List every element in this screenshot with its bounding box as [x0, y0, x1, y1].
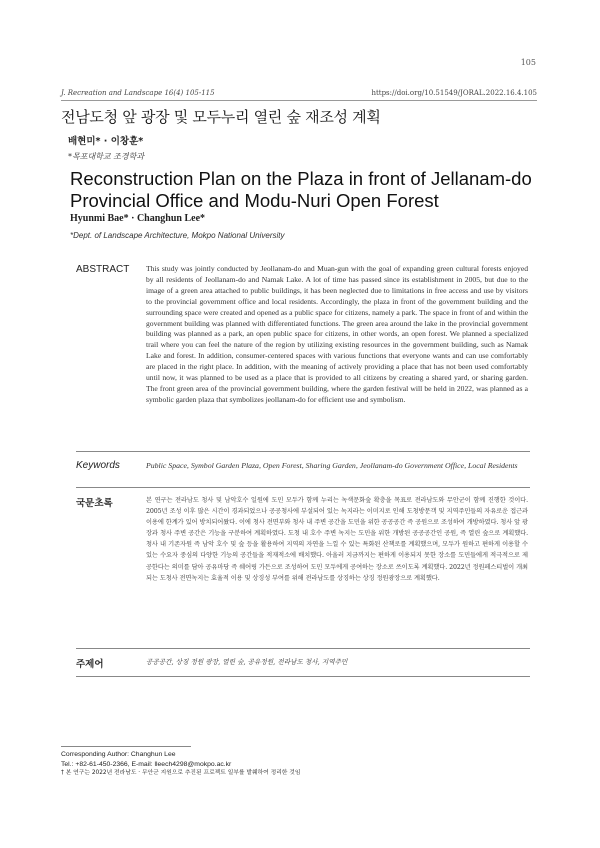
journal-citation: J. Recreation and Landscape 16(4) 105-115 [61, 89, 215, 97]
divider [76, 487, 530, 488]
footnote-divider [61, 746, 191, 747]
korean-affiliation: *목포대학교 조경학과 [68, 152, 145, 161]
divider [76, 648, 530, 649]
english-affiliation: *Dept. of Landscape Architecture, Mokpo National University [70, 231, 285, 240]
korean-authors: 배현미* · 이창훈* [68, 136, 144, 147]
korean-abstract-text: 본 연구는 전라남도 청사 및 남악호수 일원에 도민 모두가 함께 누리는 녹색문화숲 확충을 목표로 전라남도와 무안군이 함께 진행한 것이다. 2005년 조성 이후 많은 시간이 경과되었으나 공공청사에 부설되어 있는 녹지라는 이미지로 인해 도청방문객 및 지역주민들의 자유로운 접근과 이용에 한계가 있어 방치되어왔다. 이에 청사 전면부와 청사 내 주변 공간을 도민을 위한 공공공간 즉 공원으로 조성하여 개방하였다. 청사 앞 광장과 청사 주변 공간은 기능을 구분하여 계획하였다. 도청 내 호수 주변 녹지는 도민을 위한 개방된 공공공간인 공원, 즉 열린 숲으로 계획했다. 청사 내 기존자원 즉 남악 호수 및 숲 등을 활용하여 지역의 자연을 느낄 수 있는 특화된 산책로를 계획했으며, 모두가 원하고 편하게 이용할 수 있는 수요자 중심의 다양한 기능의 공간들을 적재적소에 배치했다. 아울러 지금까지는 편하게 이용되지 못한 장소를 도민들에게 적극적으로 제공한다는 의미를 담아 공유마당 즉 쉐어링 가든으로 조성하여 도민 모두에게 공여하는 장소로 쓰이도록 계획했다. 2022년 정원페스티벌이 개최되는 도청사 전면녹지는 효율적 이용 및 상징성 부여를 위해 전라남도를 상징하는 상징 정원광장으로 계획했다. [146, 497, 528, 582]
page-number: 105 [520, 58, 536, 67]
doi-link[interactable]: https://doi.org/10.51549/JORAL.2022.16.4.105 [371, 89, 537, 97]
korean-keywords-text: 공공공간, 상징 정원 광장, 열린 숲, 공유정원, 전라남도 청사, 지역주민 [146, 658, 348, 666]
english-authors: Hyunmi Bae* · Changhun Lee* [70, 213, 206, 224]
abstract-label: ABSTRACT [76, 264, 130, 275]
divider [76, 676, 530, 677]
english-title: Reconstruction Plan on the Plaza in front of Jellanam-do Provincial Office and Modu-Nuri Open Forest [70, 168, 532, 211]
divider [76, 451, 530, 452]
footnote [61, 750, 300, 779]
footnote-corresponding-author: Corresponding Author: Changhun Lee [61, 751, 176, 758]
footnote-contact: Tel.: +82-61-450-2366, E-mail: lleech4298@mokpo.ac.kr [61, 760, 232, 768]
abstract-text: This study was jointly conducted by Jeollanam-do and Muan-gun with the goal of expanding green cultural forests enjoyed by all residents of Jeollanam-do and Namak Lake. A lot of time has passed since its establishment in 2005, but due to the image of a green area attached to public buildings, it has been neglected due to limitations in free access and use by visitors to the provincial government office and local residents. Accordingly, the plaza in front of the government building and the surrounding space were created and opened as a public space for citizens, namely a park. The space in front of and within the government building was planned with differentiated functions. The green area around the lake in the provincial government building was planned as a park, an open public space for citizens, in other words, an open forest. We planned a specialized trail where you can feel the nature of the region by utilizing existing resources in the government building, such as Namak Lake and forest. In addition, consumer-centered spaces with various functions that everyone wants and can use comfortably are placed in the right place. In addition, with the meaning of actively providing a place that has not been used comfortably until now, it was planned to be used as a place that is provided to all citizens by creating a shared yard, or sharing garden. The front green area of the provincial government building, where the garden festival will be held in 2022, was planned as a symbolic garden plaza that symbolizes jeollanam-do for efficient use and symbolism. [146, 264, 528, 404]
korean-abstract-label: 국문초록 [76, 498, 113, 509]
keywords-text: Public Space, Symbol Garden Plaza, Open Forest, Sharing Garden, Jeollanam-do Government Office, Local Residents [146, 461, 518, 470]
korean-title: 전남도청 앞 광장 및 모두누리 열린 숲 재조성 계획 [61, 108, 381, 126]
footnote-funding: † 본 연구는 2022년 전라남도 · 무안군 지원으로 추진된 프로젝트 일부를 발췌하여 정리한 것임 [61, 770, 301, 776]
korean-keywords-label: 주제어 [76, 659, 104, 670]
running-header [61, 89, 537, 101]
keywords-label: Keywords [76, 460, 120, 471]
